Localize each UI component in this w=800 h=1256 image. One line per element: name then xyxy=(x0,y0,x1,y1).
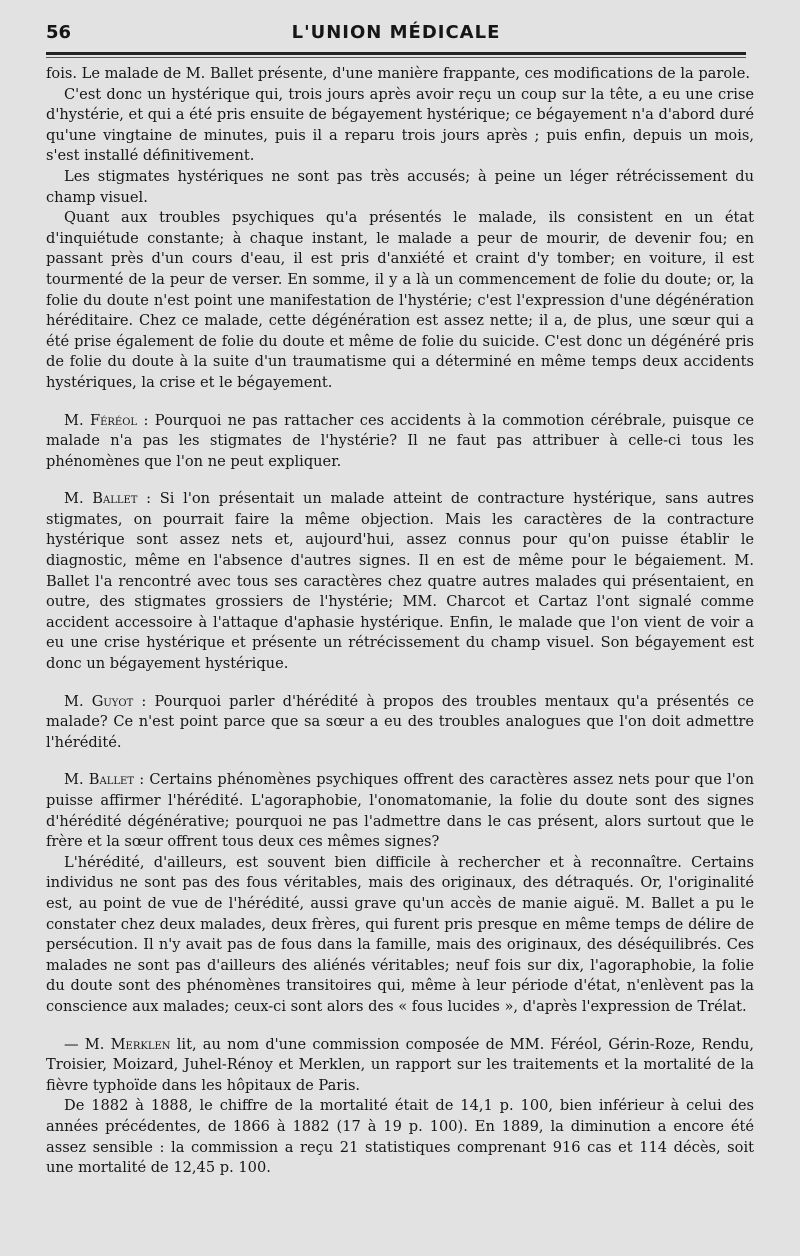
page-header xyxy=(46,22,746,44)
report-paragraph: — M. Merklen lit, au nom d'une commission composée de MM. Féréol, Gérin-Roze, Rendu, Troisier, Moizard, Juhel-Rénoy et Merklen, un rapport sur les traitements et la mortalité de la fièvre typhoïde dans les hôpitaux de Paris. xyxy=(46,1035,754,1094)
speaker-name: M. Ballet : xyxy=(64,771,145,789)
speaker-name: M. Féréol : xyxy=(64,411,149,429)
paragraph: Les stigmates hystériques ne sont pas très accusés; à peine un léger rétrécissement du champ visuel. xyxy=(46,167,754,206)
speaker-paragraph: M. Féréol : Pourquoi ne pas rattacher ces accidents à la commotion cérébrale, puisque ce malade n'a pas les stigmates de l'hystérie? Il ne faut pas attribuer à celle-ci tous les phénomènes que l'on ne peut expliquer. xyxy=(46,411,754,470)
speaker-paragraph: M. Ballet : Si l'on présentait un malade atteint de contracture hystérique, sans autres stigmates, on pourrait faire la même objection. Mais les caractères de la contracture hystérique sont assez nets et, aujourd'hui, assez connus pour qu'on puisse établir le diagnostic, même en l'absence d'autres signes. Il en est de même pour le bégaiement. M. Ballet l'a rencontré avec tous ses caractères chez quatre autres malades qui présentaient, en outre, des stigmates grossiers de l'hystérie; MM. Charcot et Cartaz l'ont signalé comme accident accessoire à l'attaque d'aphasie hystérique. Enfin, le malade que l'on vient de voir a eu une crise hystérique et présente un rétrécissement du champ visuel. Son bégayement est donc un bégayement hystérique. xyxy=(46,490,754,673)
paragraph: C'est donc un hystérique qui, trois jours après avoir reçu un coup sur la tête, a eu une crise d'hystérie, et qui a été pris ensuite de bégayement hystérique; ce bégayement n'a d'abord duré qu'une vingtaine de minutes, puis il a reparu trois jours après ; puis enfin, depuis un mois, s'est installé définitivement. xyxy=(46,85,754,165)
header-rule xyxy=(46,52,746,55)
page-number: 56 xyxy=(46,22,72,43)
speaker-paragraph: M. Ballet : Certains phénomènes psychiques offrent des caractères assez nets pour que l'on puisse affirmer l'hérédité. L'agoraphobie, l'onomatomanie, la folie du doute sont des signes d'hérédité dégénérative; pourquoi ne pas l'admettre dans le cas présent, alors surtout que le frère et la sœur offrent tous deux ces mêmes signes? xyxy=(46,771,754,851)
speaker-paragraph: M. Guyot : Pourquoi parler d'hérédité à propos des troubles mentaux qu'a présentés ce malade? Ce n'est point parce que sa sœur a eu des troubles analogues que l'on doit admettre l'hérédité. xyxy=(46,692,754,751)
article-body xyxy=(46,64,754,1179)
paragraph: L'hérédité, d'ailleurs, est souvent bien difficile à rechercher et à reconnaître. Certains individus ne sont pas des fous véritables, mais des originaux, des détraqués. Or, l'originalité est, au point de vue de l'hérédité, aussi grave qu'un accès de manie aiguë. M. Ballet a pu le constater chez deux malades, deux frères, qui furent pris presque en même temps de délire de persécution. Il n'y avait pas de fous dans la famille, mais des originaux, des déséquilibrés. Ces malades ne sont pas d'ailleurs des aliénés véritables; neuf fois sur dix, l'agoraphobie, la folie du doute sont des phénomènes transitoires qui, même à leur période d'état, n'enlèvent pas la conscience aux malades; ceux-ci sont alors des « fous lucides », d'après l'expression de Trélat. xyxy=(46,853,754,1015)
paragraph: fois. Le malade de M. Ballet présente, d'une manière frappante, ces modifications de la parole. xyxy=(46,65,751,82)
paragraph: De 1882 à 1888, le chiffre de la mortalité était de 14,1 p. 100, bien inférieur à celui des années précédentes, de 1866 à 1882 (17 à 19 p. 100). En 1889, la diminution a encore été assez sensible : la commission a reçu 21 statistiques comprenant 916 cas et 114 décès, soit une mortalité de 12,45 p. 100. xyxy=(46,1097,754,1177)
paragraph: Quant aux troubles psychiques qu'a présentés le malade, ils consistent en un état d'inquiétude constante; à chaque instant, le malade a peur de mourir, de devenir fou; en passant près d'un cours d'eau, il est pris d'anxiété et craint d'y tomber; en voiture, il est tourmenté de la peur de verser. En somme, il y a là un commencement de folie du doute; or, la folie du doute n'est point une manifestation de l'hystérie; c'est l'expression d'une dégénération héréditaire. Chez ce malade, cette dégénération est assez nette; il a, de plus, une sœur qui a été prise également de folie du doute et même de folie du suicide. C'est donc un dégénéré pris de folie du doute à la suite d'un traumatisme qui a déterminé en même temps deux accidents hystériques, la crise et le bégayement. xyxy=(46,209,754,391)
running-title: L'UNION MÉDICALE xyxy=(291,22,501,43)
speaker-name: M. Guyot : xyxy=(64,692,147,710)
speaker-name: — M. Merklen xyxy=(64,1035,171,1053)
speaker-name: M. Ballet : xyxy=(64,490,152,508)
header-rule-thin xyxy=(46,57,746,58)
